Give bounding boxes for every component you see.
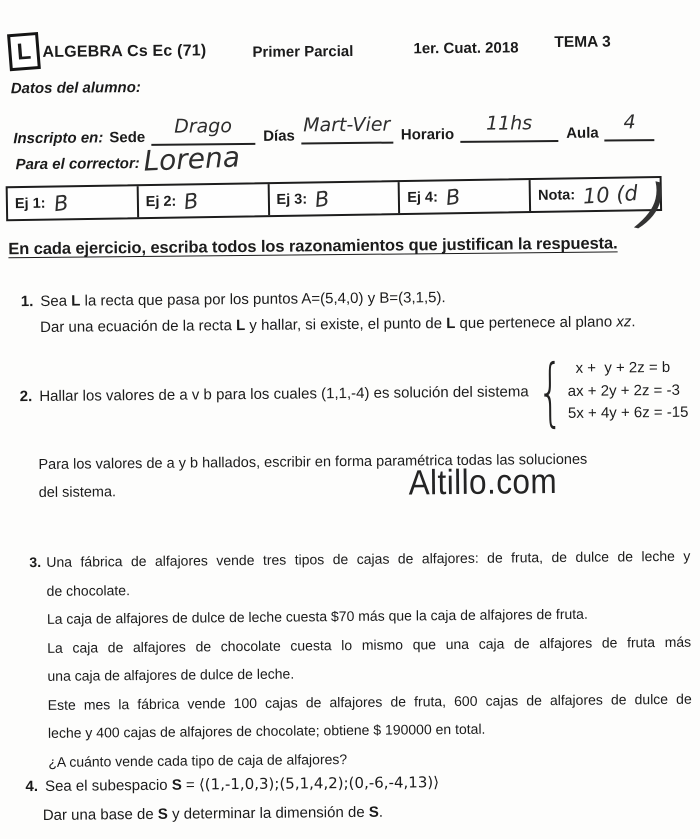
exercise-3-line: Este mes la fábrica vende 100 cajas de alfajores de fruta, 600 cajas de alfajores de dulce de <box>47 690 692 713</box>
corrector-row <box>15 140 241 178</box>
exercise-3-line: una caja de alfajores de dulce de leche. <box>47 665 295 684</box>
exercise-4-line-2 <box>43 804 440 824</box>
exercise-3-line: ¿A cuánto vende cada tipo de caja de alfajores? <box>48 750 348 770</box>
exercise-1-text: . <box>631 313 636 331</box>
exercise-4-text: Dar una base de <box>42 805 158 824</box>
exercise-3-line: Una fábrica de alfajores vende tres tipos de cajas de alfajores: de fruta, de dulce de leche y <box>46 547 691 570</box>
equation-system <box>567 357 688 426</box>
ej3-label: Ej 3: <box>276 191 308 208</box>
line-symbol: L <box>71 292 81 310</box>
horario-handwriting: 11hs <box>485 112 533 135</box>
equation-3: 5x + 4y + 6z = -15 <box>567 404 689 423</box>
dias-field <box>301 113 393 145</box>
exercise-4-line-1 <box>25 774 439 795</box>
horario-field <box>460 112 558 143</box>
equation-1: x + y + 2z = b <box>575 359 671 378</box>
inscripto-label: Inscripto en: <box>13 129 104 148</box>
subspace-symbol: S <box>171 776 182 794</box>
exercise-3-line: de chocolate. <box>46 581 130 599</box>
line-symbol: L <box>235 317 246 335</box>
grade-cell-ej2 <box>138 184 269 217</box>
exercise-3 <box>29 542 693 776</box>
course-title: ALGEBRA Cs Ec (71) <box>42 42 207 61</box>
exam-type: Primer Parcial <box>252 42 354 61</box>
exercise-1-line-1 <box>21 288 636 310</box>
exercise-2-followup-line-2: del sistema. <box>38 484 117 501</box>
corrector-handwriting: Lorena <box>142 140 241 178</box>
nota-paren-handwriting: ) <box>635 171 673 240</box>
exercise-3-lines <box>46 542 692 776</box>
ej2-grade-handwriting: B <box>182 188 201 214</box>
exercise-3-number: 3. <box>29 553 42 571</box>
exercise-1-text: Dar una ecuación de la recta <box>40 317 237 336</box>
exercise-3-line: La caja de alfajores de dulce de leche cuesta $70 más que la caja de alfajores de fruta. <box>46 605 588 627</box>
sede-handwriting: Drago <box>174 115 233 138</box>
aula-field <box>605 111 655 141</box>
aula-handwriting: 4 <box>623 111 636 134</box>
ej1-grade-handwriting: B <box>52 190 70 216</box>
exercise-1-text: Sea <box>40 292 72 310</box>
exercise-4-text: . <box>378 803 384 821</box>
line-symbol: L <box>446 314 456 333</box>
grade-cell-ej4 <box>400 180 531 213</box>
grade-cell-nota <box>531 178 660 211</box>
exercise-1-text: que pertenece al plano <box>455 313 617 332</box>
enrollment-row <box>13 111 663 148</box>
exercise-4-text: = <box>181 776 199 794</box>
plane-xz-symbol: xz <box>616 313 632 331</box>
exercise-2-number: 2. <box>19 388 33 406</box>
aula-label: Aula <box>566 124 599 142</box>
exercise-3-line: leche y 400 cajas de alfajores de chocolate; obtiene $ 190000 en total. <box>47 720 486 741</box>
generator-set: ⟨(1,-1,0,3);(5,1,4,2);(0,-6,-4,13)⟩ <box>198 773 440 794</box>
logo-letter: L <box>15 37 32 65</box>
nota-label: Nota: <box>537 186 576 204</box>
tema-number: TEMA 3 <box>554 33 611 52</box>
subspace-symbol: S <box>157 805 168 823</box>
ej4-grade-handwriting: B <box>444 183 462 210</box>
ej3-grade-handwriting: B <box>313 186 331 212</box>
logo-l-mark <box>7 32 41 71</box>
sede-label: Sede <box>109 128 146 147</box>
exercise-1-text: y hallar, si existe, el punto de <box>245 315 447 335</box>
subspace-symbol: S <box>368 803 379 821</box>
student-data-label: Datos del alumno: <box>10 78 141 98</box>
grade-cell-ej1 <box>8 186 139 219</box>
dias-label: Días <box>263 127 295 145</box>
grade-table <box>6 176 662 221</box>
nota-grade-handwriting: 10 (d <box>582 180 639 209</box>
exercise-1-text: la recta que pasa por los puntos A=(5,4,0) y B=(3,1,5). <box>80 289 446 310</box>
ej1-label: Ej 1: <box>14 195 46 212</box>
corrector-label: Para el corrector: <box>15 155 140 174</box>
instruction-heading: En cada ejercicio, escriba todos los razonamientos que justifican la respuesta. <box>8 234 618 259</box>
exercise-3-line: La caja de alfajores de chocolate cuesta lo mismo que una caja de alfajores de fruta más <box>47 633 692 656</box>
exercise-4 <box>25 774 439 824</box>
ej4-label: Ej 4: <box>407 189 439 206</box>
exercise-1-line-2 <box>40 314 636 336</box>
exercise-1 <box>21 288 636 336</box>
equation-2: ax + 2y + 2z = -3 <box>567 381 680 400</box>
term: 1er. Cuat. 2018 <box>413 39 519 58</box>
ej2-label: Ej 2: <box>145 193 177 210</box>
exercise-2-followup-line-1: Para los valores de a y b hallados, escribir en forma paramétrica todas las soluciones <box>38 451 588 473</box>
exercise-2 <box>19 348 689 436</box>
exercise-2-text: Hallar los valores de a v b para los cuales (1,1,-4) es solución del sistema <box>39 383 529 405</box>
exercise-4-text: Sea el subespacio <box>44 776 172 795</box>
horario-label: Horario <box>400 125 455 144</box>
altillo-watermark: Altillo.com <box>408 462 558 503</box>
exercise-4-number: 4. <box>25 778 39 796</box>
dias-handwriting: Mart-Vier <box>303 113 391 137</box>
grade-cell-ej3 <box>269 182 400 215</box>
system-brace: { <box>536 348 564 436</box>
exercise-1-number: 1. <box>20 293 34 311</box>
exercise-4-text: y determinar la dimensión de <box>167 803 369 823</box>
